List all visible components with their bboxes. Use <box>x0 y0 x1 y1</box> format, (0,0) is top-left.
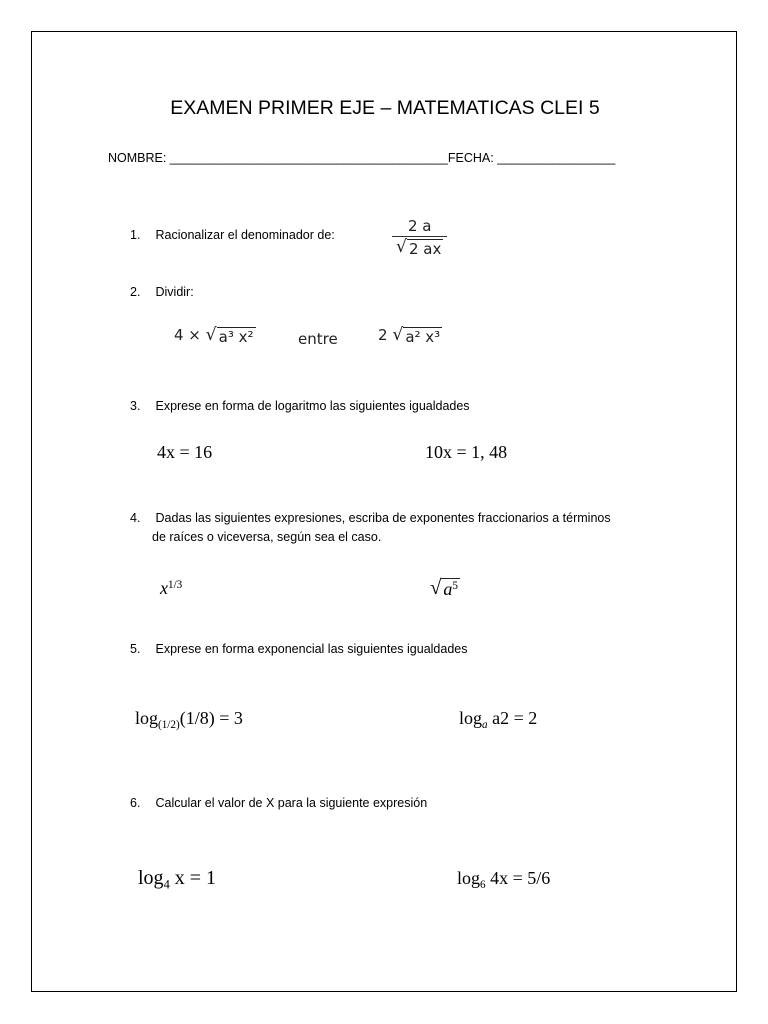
question-text: Dividir: <box>155 285 194 299</box>
question-1 <box>130 228 335 242</box>
q4-expression-2: √ $a^5$ <box>430 577 458 599</box>
q4-expression-1 <box>160 578 182 599</box>
question-number: 5. <box>130 642 141 656</box>
log-word: log <box>459 708 483 728</box>
question-4-line-2: de raíces o viceversa, según sea el caso. <box>152 530 382 544</box>
question-number: 1. <box>130 228 141 242</box>
question-number: 6. <box>130 796 141 810</box>
exam-title: EXAMEN PRIMER EJE – MATEMATICAS CLEI 5 <box>170 97 600 119</box>
log-word: log <box>457 868 481 888</box>
q6-equation-1 <box>138 867 216 890</box>
q2-right-expression: 2 √ a² x³ <box>378 325 441 346</box>
q5-equation-2 <box>459 708 537 729</box>
q5-equation-1 <box>135 708 243 729</box>
q1-numerator: 2 a <box>407 217 432 235</box>
question-number: 3. <box>130 399 141 413</box>
q3-equation-1: 4x = 16 <box>157 442 213 462</box>
q3-equation-2: 10x = 1, 48 <box>425 442 508 462</box>
q2-entre: entre <box>298 330 338 348</box>
question-text: Exprese en forma de logaritmo las siguientes igualdades <box>155 399 470 413</box>
q4-expr2-base: a <box>443 579 453 599</box>
question-text: Calcular el valor de X para la siguiente expresión <box>155 796 428 810</box>
q5-eq2-rest: a2 = 2 <box>492 708 538 728</box>
question-4 <box>130 511 611 525</box>
q2-left-expression: 4 × √ a³ x² <box>174 325 254 346</box>
q5-eq1-rest: (1/8) = 3 <box>179 708 243 728</box>
log-word: log <box>138 867 164 889</box>
log-base: a <box>482 718 488 731</box>
q2-left-coef: 4 × <box>174 326 201 344</box>
q1-fraction: 2 a √ 2 ax <box>392 217 447 258</box>
question-number: 4. <box>130 511 141 525</box>
log-word: log <box>135 708 159 728</box>
q1-denominator: 2 ax <box>409 240 442 258</box>
log-base: 4 <box>163 877 170 892</box>
q6-eq1-rest: x = 1 <box>174 867 217 889</box>
exam-page <box>31 31 737 992</box>
question-5 <box>130 642 467 656</box>
q2-right-coef: 2 <box>378 326 388 344</box>
question-2 <box>130 285 194 299</box>
log-base: (1/2) <box>158 718 180 731</box>
q2-right-radicand: a² x³ <box>405 328 441 346</box>
question-3 <box>130 399 470 413</box>
q4-expr1-base: x <box>160 578 168 598</box>
q4-expr1-exponent: 1/3 <box>168 578 183 591</box>
question-number: 2. <box>130 285 141 299</box>
question-text: Racionalizar el denominador de: <box>155 228 335 242</box>
question-text: Exprese en forma exponencial las siguientes igualdades <box>155 642 468 656</box>
question-6 <box>130 796 427 810</box>
q6-equation-2 <box>457 868 550 889</box>
name-date-line: NOMBRE: ________________________________________FECHA: _________________ <box>108 151 616 165</box>
log-base: 6 <box>480 878 486 891</box>
q6-eq2-rest: 4x = 5/6 <box>490 868 551 888</box>
q2-left-radicand: a³ x² <box>218 328 254 346</box>
question-text-line-1: Dadas las siguientes expresiones, escriba de exponentes fraccionarios a términos <box>155 511 611 525</box>
q4-expr2-exponent: 5 <box>452 579 458 592</box>
